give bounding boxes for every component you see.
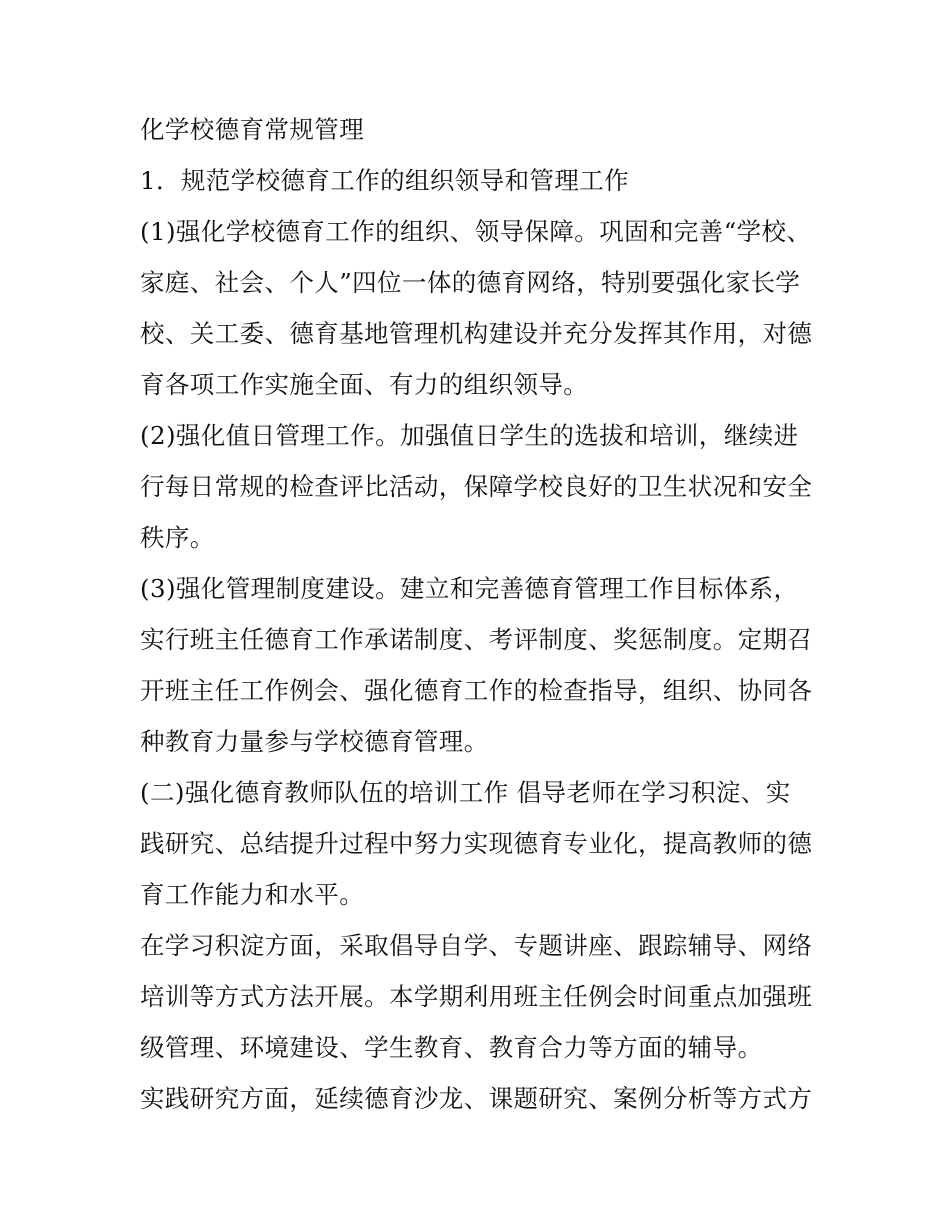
paragraph-line: (2)强化值日管理工作。加强值日学生的选拔和培训，继续进	[140, 421, 799, 450]
paragraph-line: 实践研究方面，延续德育沙龙、课题研究、案例分析等方式方	[140, 1084, 813, 1113]
paragraph-line: (3)强化管理制度建设。建立和完善德育管理工作目标体系，	[140, 574, 799, 603]
paragraph-line: 在学习积淀方面，采取倡导自学、专题讲座、跟踪辅导、网络	[140, 931, 813, 960]
paragraph-line: 实行班主任德育工作承诺制度、考评制度、奖惩制度。定期召	[140, 625, 813, 654]
paragraph-line: 育各项工作实施全面、有力的组织领导。	[140, 370, 589, 399]
paragraph-line: 开班主任工作例会、强化德育工作的检查指导，组织、协同各	[140, 676, 813, 705]
subsection-heading: 1．规范学校德育工作的组织领导和管理工作	[140, 166, 630, 195]
paragraph-line: 种教育力量参与学校德育管理。	[140, 727, 489, 756]
paragraph-line: 育工作能力和水平。	[140, 880, 365, 909]
paragraph-line: (1)强化学校德育工作的组织、领导保障。巩固和完善“学校、	[140, 217, 812, 246]
paragraph-line: (二)强化德育教师队伍的培训工作 倡导老师在学习积淀、实	[140, 778, 791, 807]
paragraph-line: 秩序。	[140, 523, 215, 552]
document-body	[140, 104, 820, 1124]
paragraph-line: 级管理、环境建设、学生教育、教育合力等方面的辅导。	[140, 1033, 763, 1062]
paragraph-line: 校、关工委、德育基地管理机构建设并充分发挥其作用，对德	[140, 319, 813, 348]
paragraph-line: 家庭、社会、个人”四位一体的德育网络，特别要强化家长学	[140, 268, 801, 297]
paragraph-line: 践研究、总结提升过程中努力实现德育专业化，提高教师的德	[140, 829, 813, 858]
section-heading: 化学校德育常规管理	[140, 115, 365, 144]
paragraph-line: 行每日常规的检查评比活动，保障学校良好的卫生状况和安全	[140, 472, 813, 501]
paragraph-line: 培训等方式方法开展。本学期利用班主任例会时间重点加强班	[140, 982, 813, 1011]
